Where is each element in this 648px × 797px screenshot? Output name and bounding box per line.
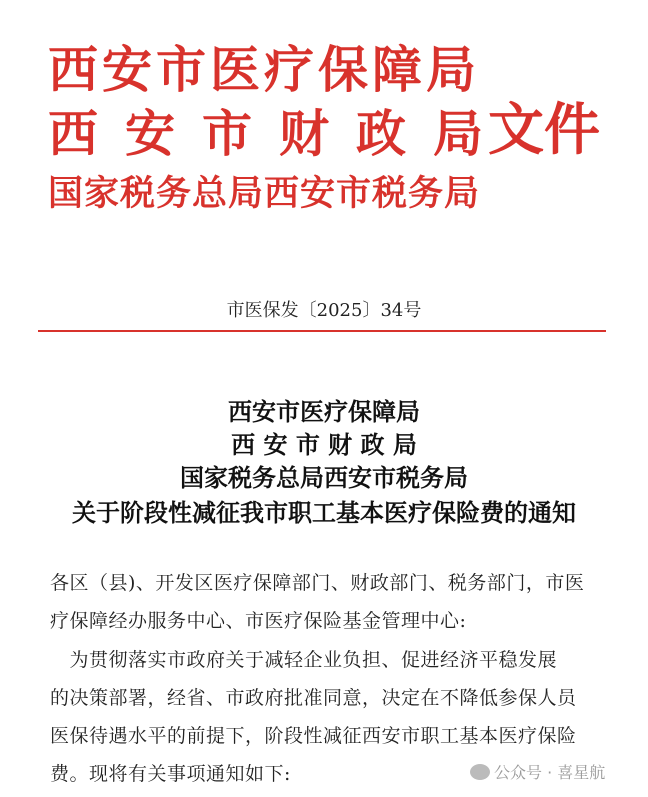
- title-line: 西安市医疗保障局: [228, 397, 420, 426]
- body-line: 费。现将有关事项通知如下:: [50, 763, 291, 785]
- file-label: 文件: [488, 97, 600, 163]
- issuer-line-1: 西安市医疗保障局: [48, 40, 480, 99]
- watermark: [470, 760, 605, 783]
- document-number: 市医保发〔2025〕34号: [226, 300, 422, 321]
- body-line: 疗保障经办服务中心、市医疗保险基金管理中心:: [50, 610, 467, 632]
- issuer-line-2: 西安市财政局: [48, 104, 510, 163]
- title-line: 国家税务总局西安市税务局: [180, 463, 468, 492]
- wechat-icon: [470, 764, 490, 780]
- red-divider: [38, 330, 606, 332]
- watermark-text: 公众号 · 喜星航: [494, 763, 606, 782]
- issuer-line-3: 国家税务总局西安市税务局: [48, 173, 481, 214]
- title-line: 关于阶段性减征我市职工基本医疗保险费的通知: [72, 498, 576, 527]
- title-line: 西 安 市 财 政 局: [231, 430, 417, 459]
- body-line: 各区（县)、开发区医疗保障部门、财政部门、税务部门，市医: [50, 572, 585, 594]
- body-line: 为贯彻落实市政府关于减轻企业负担、促进经济平稳发展: [50, 649, 558, 671]
- body-line: 医保待遇水平的前提下，阶段性减征西安市职工基本医疗保险: [50, 725, 577, 747]
- body-line: 的决策部署，经省、市政府批准同意，决定在不降低参保人员: [50, 687, 577, 709]
